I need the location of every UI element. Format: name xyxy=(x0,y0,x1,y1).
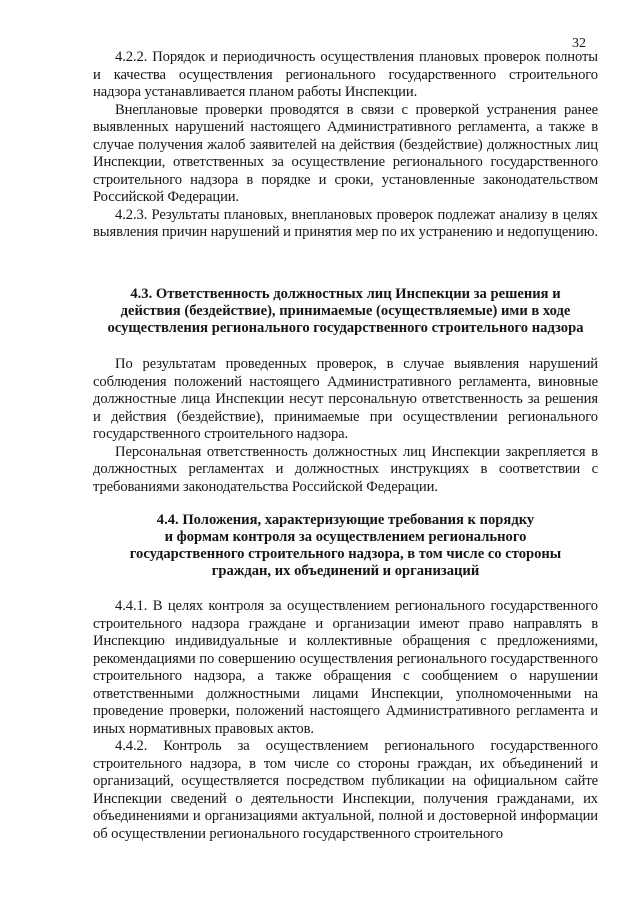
section-4-4-heading-line: 4.4. Положения, характеризующие требования к порядку xyxy=(156,512,535,528)
inspection-procedure-text xyxy=(93,49,598,242)
section-4-4-heading-line: и формам контроля за осуществлением регионального xyxy=(164,529,527,545)
section-4-3-heading-line: действия (бездействие), принимаемые (осуществляемые) ими в ходе xyxy=(120,303,571,319)
section-4-3-heading-line: осуществления регионального государственного строительного надзора xyxy=(107,320,584,336)
section-4-3-text xyxy=(93,356,598,496)
section-4-4-heading xyxy=(93,512,598,580)
paragraph-unscheduled-inspections: Внеплановые проверки проводятся в связи с проверкой устранения ранее выявленных нарушений настоящего Административного регламента, а также в случае получения жалоб заявителей на действия (бездействие) должностных лиц Инспекции, ответственных за осуществление регионального государственного строительного надзора в порядке и сроки, установленные законодательством Российской Федерации. xyxy=(93,101,598,205)
paragraph-inspection-results: По результатам проведенных проверок, в случае выявления нарушений соблюдения положений настоящего Административного регламента, виновные должностные лица Инспекции несут персональную ответственность за решения и действия (бездействие), принимаемые при осуществлении регионального государственного строительного надзора. xyxy=(93,356,598,442)
paragraph-4-2-3: 4.2.3. Результаты плановых, внеплановых проверок подлежат анализу в целях выявления причин нарушений и принятия мер по их устранению и недопущению. xyxy=(93,206,598,240)
paragraph-4-2-2: 4.2.2. Порядок и периодичность осуществления плановых проверок полноты и качества осуществления регионального государственного строительного надзора устанавливается планом работы Инспекции. xyxy=(93,49,598,100)
paragraph-4-4-1: 4.4.1. В целях контроля за осуществлением регионального государственного строительного надзора граждане и организации имеют право направлять в Инспекцию индивидуальные и коллективные обращения с предложениями, рекомендациями по совершению осуществления регионального государственного строительного надзора, а также обращения с сообщением о нарушении ответственными должностными лицами Инспекции, уполномоченными на проведение проверки, положений настоящего Административного регламента и иных нормативных правовых актов. xyxy=(93,598,598,737)
paragraph-personal-responsibility: Персональная ответственность должностных лиц Инспекции закрепляется в должностных регламентах и должностных инструкциях в соответствии с требованиями законодательства Российской Федерации. xyxy=(93,443,598,495)
section-4-4-text xyxy=(93,598,598,843)
section-4-3-heading xyxy=(93,286,598,337)
section-4-4-heading-line: государственного строительного надзора, в том числе со стороны xyxy=(129,546,562,562)
section-4-3-heading-line: 4.3. Ответственность должностных лиц Инспекции за решения и xyxy=(130,286,561,302)
page-number: 32 xyxy=(572,36,586,51)
section-4-4-heading-line: граждан, их объединений и организаций xyxy=(211,563,480,579)
paragraph-4-4-2: 4.4.2. Контроль за осуществлением регионального государственного строительного надзора, в том числе со стороны граждан, их объединений и организаций, осуществляется посредством публикации на официальном сайте Инспекции сведений о деятельности Инспекции, получения гражданами, их объединениями и организациями актуальной, полной и достоверной информации об осуществлении регионального государственного строительного xyxy=(93,738,598,842)
